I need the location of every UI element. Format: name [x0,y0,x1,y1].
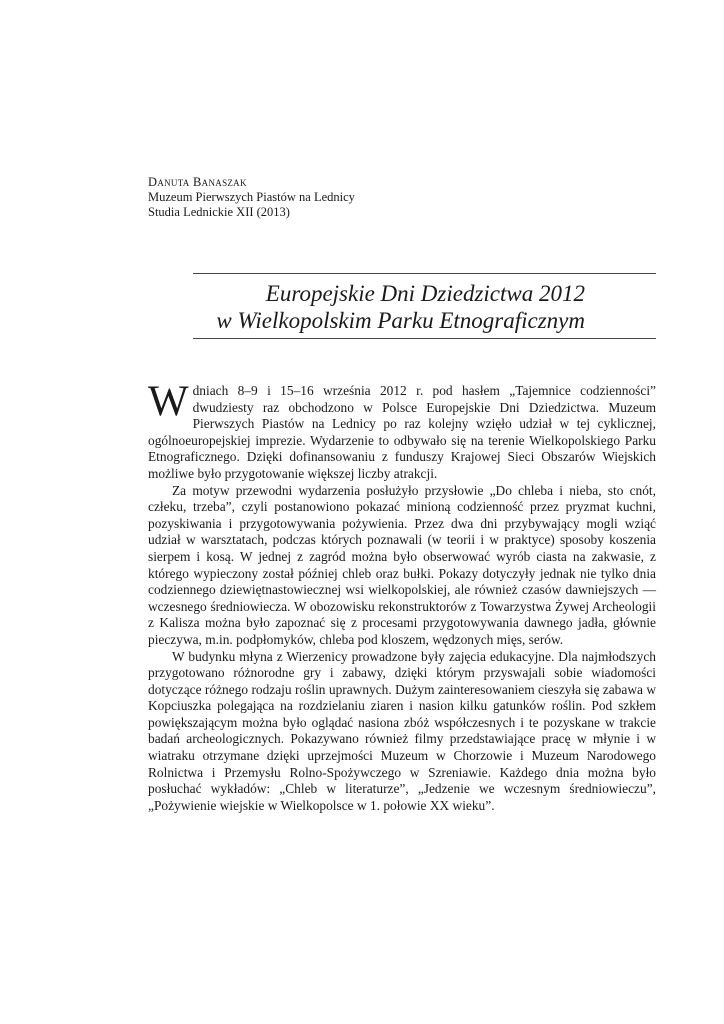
paragraph-1 [148,378,656,483]
journal-reference: Studia Lednickie XII (2013) [148,205,290,219]
author-institution: Muzeum Pierwszych Piastów na Lednicy [148,190,355,204]
author-name: Danuta Banaszak [148,175,247,189]
title-line-1: Europejskie Dni Dziedzictwa 2012 [265,281,585,306]
title-bottom-rule [193,338,656,339]
title-top-rule [193,273,656,274]
title-line-2: w Wielkopolskim Parku Etnograficznym [216,308,585,333]
paragraph-2: Za motyw przewodni wydarzenia posłużyło przysłowie „Do chleba i nieba, sto cnót, człeku, trzeba”, czyli postanowiono pokazać minioną codzienność przez pryzmat kuchni, pozyskiwania i przygotowywania pożywienia. Przez dwa dni przybywający mogli wziąć udział w warsztatach, podczas których poznawali (w teorii i w praktyce) sposoby koszenia sierpem i kosą. W jednej z zagród można było obserwować wyrób ciasta na zakwasie, z którego wypieczony został później chleb oraz bułki. Pokazy dotyczyły jednak nie tylko dnia codziennego dziewiętnastowiecznej wsi wielkopolskiej, ale również czasów dawniejszych — wczesnego średniowiecza. W obozowisku rekonstruktorów z Towarzystwa Żywej Archeologii z Kalisza można było zapoznać się z procesami przygotowywania dawnego jadła, głównie pieczywa, m.in. podpłomyków, chleba pod kloszem, wędzonych mięs, serów. [148,482,656,647]
drop-cap: W [148,378,189,425]
article-header [148,175,355,220]
article-title [190,280,585,334]
paragraph-3: W budynku młyna z Wierzenicy prowadzone były zajęcia edukacyjne. Dla najmłodszych przygotowano różnorodne gry i zabawy, dzięki którym przyswajali sobie wiadomości dotyczące różnego rodzaju roślin uprawnych. Dużym zainteresowaniem cieszyła się zabawa w Kopciuszka polegająca na rozdzielaniu ziaren i nasion kilku gatunków roślin. Pod szkłem powiększającym można było oglądać nasiona zbóż współczesnych i te pozyskane w trakcie badań archeologicznych. Pokazywano również filmy przedstawiające pracę w młynie i w wiatraku otrzymane dzięki uprzejmości Muzeum w Chorzowie i Muzeum Narodowego Rolnictwa i Przemysłu Rolno-Spożywczego w Szreniawie. Każdego dnia można było posłuchać wykładów: „Chleb w literaturze”, „Jedzenie we wczesnym średniowieczu”, „Pożywienie wiejskie w Wielkopolsce w 1. połowie XX wieku”. [148,648,656,813]
paragraph-1-text: dniach 8–9 i 15–16 września 2012 r. pod hasłem „Tajemnice codzienności” dwudziesty raz obchodzono w Polsce Europejskie Dni Dziedzictwa. Muzeum Pierwszych Piastów na Lednicy po raz kolejny wzięło udział w tej cyklicznej, ogólnoeuropejskiej imprezie. Wydarzenie to odbywało się na terenie Wielkopolskiego Parku Etnograficznego. Dzięki dofinansowaniu z funduszy Krajowej Sieci Obszarów Wiejskich możliwe było przygotowanie większej liczby atrakcji. [148,383,656,481]
article-body [148,378,656,814]
